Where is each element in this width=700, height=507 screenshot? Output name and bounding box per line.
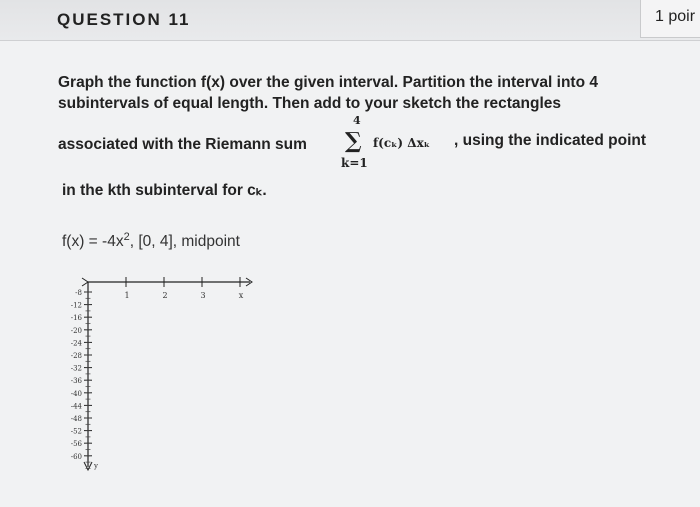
function-suffix: , [0, 4], midpoint	[129, 233, 240, 251]
y-tick-label: -8	[75, 289, 82, 297]
instruction-line-4: in the kth subinterval for cₖ.	[62, 182, 267, 199]
instruction-line-3-post: , using the indicated point	[454, 132, 647, 149]
y-tick-label: -36	[70, 377, 82, 386]
points-label: 1 poir	[655, 8, 696, 25]
graph-area[interactable]	[70, 272, 270, 482]
function-prefix: f(x) = -4x	[62, 233, 124, 251]
function-exponent: 2	[123, 231, 130, 243]
sigma-symbol: ∑	[345, 128, 362, 154]
y-tick-label: -24	[70, 339, 82, 348]
y-tick-label: -20	[70, 326, 82, 335]
y-tick-label: -40	[70, 389, 82, 398]
y-tick-label: -60	[70, 452, 82, 461]
y-tick-label: -28	[70, 352, 82, 360]
sum-term: f(cₖ) Δxₖ	[373, 136, 431, 150]
instruction-line-1: Graph the function f(x) over the given interval. Partition the interval into 4	[58, 74, 598, 91]
y-tick-label: -56	[70, 440, 82, 449]
y-ticks	[71, 289, 98, 470]
origin-mark	[82, 278, 88, 286]
y-tick-label: -12	[70, 301, 82, 310]
question-title: QUESTION 11	[57, 10, 191, 29]
points-box	[640, 0, 700, 38]
x-ticks	[124, 277, 243, 300]
y-tick-label: -16	[70, 314, 82, 323]
question-header	[0, 0, 700, 41]
x-tick-label: x	[238, 291, 244, 300]
x-tick-label: 2	[162, 291, 168, 300]
y-tick-label: -52	[70, 427, 82, 436]
instruction-line-2: subintervals of equal length. Then add to your sketch the rectangles	[58, 95, 561, 112]
instruction-line-3	[58, 136, 307, 154]
y-tick-label: -32	[70, 364, 82, 373]
y-axis-label: y	[94, 462, 98, 470]
sum-upper-limit: 4	[353, 114, 361, 127]
instruction-line-3-pre: associated with the Riemann sum	[58, 136, 307, 153]
x-tick-label: 1	[124, 291, 130, 300]
y-tick-label: -48	[70, 415, 82, 423]
x-tick-label: 3	[200, 291, 206, 300]
y-tick-label: -44	[70, 402, 82, 411]
sum-lower-limit: k=1	[341, 156, 368, 170]
function-definition	[62, 231, 240, 251]
